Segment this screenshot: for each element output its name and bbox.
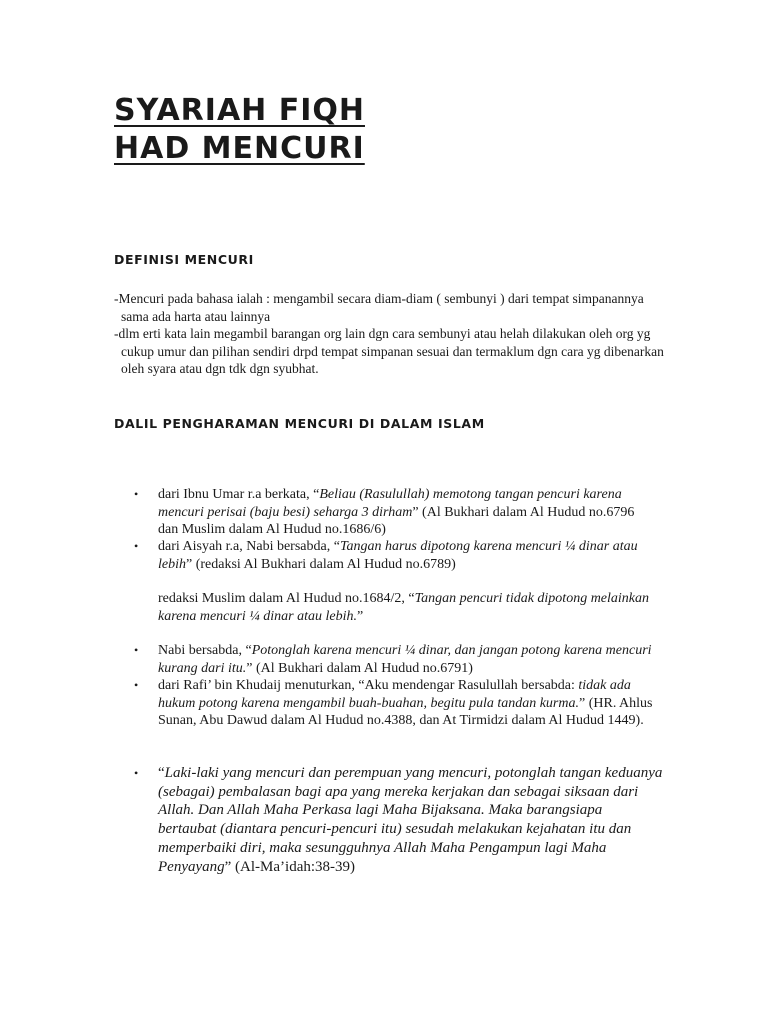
bullet-icon: •	[134, 766, 139, 780]
definition-paragraph: -dlm erti kata lain megambil barangan org lain dgn cara sembunyi atau helah dilakukan oleh org yg cukup umur dan pilihan sendiri drpd tempat simpanan sesuai dan termaklum dgn cara yg dibenarkan oleh syara atau dgn tdk dgn syubhat.	[114, 326, 664, 376]
definition-block	[114, 290, 674, 378]
bullet-icon: •	[134, 643, 139, 657]
bullet-icon: •	[134, 539, 139, 553]
list-item-continuation: redaksi Muslim dalam Al Hudud no.1684/2, “Tangan pencuri tidak dipotong melainkan karena mencuri ¼ dinar atau lebih.”	[158, 591, 650, 624]
definition-paragraph: -Mencuri pada bahasa ialah : mengambil secara diam-diam ( sembunyi ) dari tempat simpanannya sama ada harta atau lainnya	[114, 291, 644, 324]
list-item: • dari Ibnu Umar r.a berkata, “Beliau (Rasulullah) memotong tangan pencuri karena mencuri perisai (baju besi) seharga 3 dirham” (Al Bukhari dalam Al Hudud no.6796 dan Muslim dalam Al Hudud no.1686/6)	[134, 487, 635, 537]
bullet-icon: •	[134, 678, 139, 692]
title-line-2: HAD MENCURI	[114, 131, 365, 166]
list-item: • dari Aisyah r.a, Nabi bersabda, “Tangan harus dipotong karena mencuri ¼ dinar atau lebih” (redaksi Al Bukhari dalam Al Hudud no.6789)	[134, 539, 638, 572]
document-title	[114, 92, 365, 168]
list-item: • Nabi bersabda, “Potonglah karena mencuri ¼ dinar, dan jangan potong karena mencuri kurang dari itu.” (Al Bukhari dalam Al Hudud no.6791)	[134, 643, 652, 676]
title-line-1: SYARIAH FIQH	[114, 93, 365, 128]
list-item: • dari Rafi’ bin Khudaij menuturkan, “Aku mendengar Rasulullah bersabda: tidak ada hukum potong karena mengambil buah-buahan, begitu pula tandan kurma.” (HR. Ahlus Sunan, Abu Dawud dalam Al Hudud no.4388, dan At Tirmidzi dalam Al Hudud 1449).	[134, 678, 653, 728]
section-heading-definisi: DEFINISI MENCURI	[114, 252, 254, 267]
list-item-quran-verse: • “Laki-laki yang mencuri dan perempuan yang mencuri, potonglah tangan keduanya (sebagai) pembalasan bagi apa yang mereka kerjakan dan sebagai siksaan dari Allah. Dan Allah Maha Perkasa lagi Maha Bijaksana. Maka barangsiapa bertaubat (diantara pencuri-pencuri itu) sesudah melakukan kejahatan itu dan memperbaiki diri, maka sesungguhnya Allah Maha Pengampun lagi Maha Penyayang” (Al-Ma’idah:38-39)	[134, 765, 663, 875]
bullet-icon: •	[134, 487, 139, 501]
section-heading-dalil: DALIL PENGHARAMAN MENCURI DI DALAM ISLAM	[114, 416, 485, 431]
